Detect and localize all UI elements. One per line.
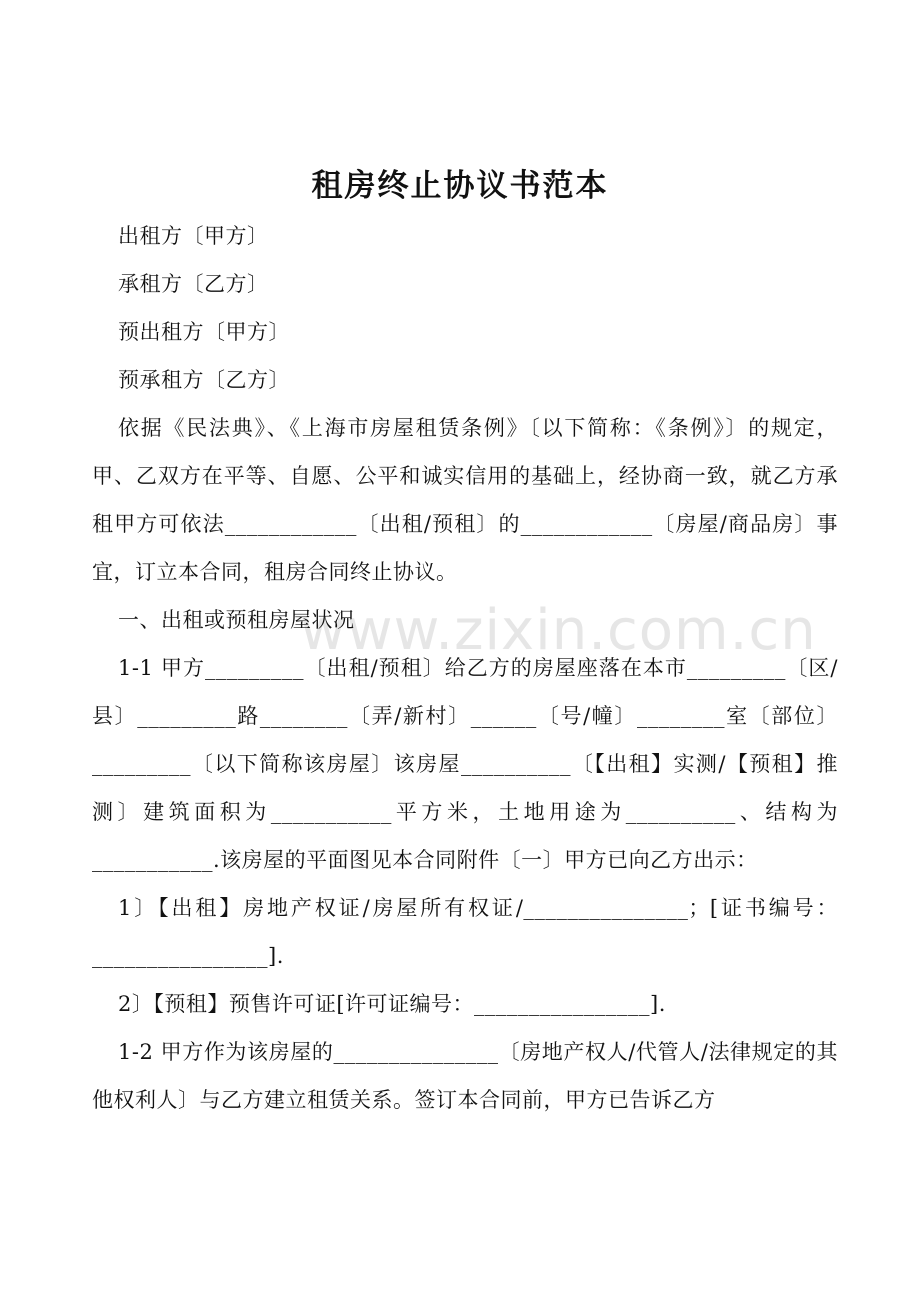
party-pre-lessor: 预出租方〔甲方〕 [118,320,290,344]
clause-1-2: 1-2 甲方作为该房屋的_______________〔房地产权人/代管人/法律规定的其他权利人〕与乙方建立租赁关系。签订本合同前，甲方已告诉乙方 [92,1040,838,1112]
preamble-paragraph: 依据《民法典》、《上海市房屋租赁条例》〔以下简称：《条例》〕的规定，甲、乙双方在平等、自愿、公平和诚实信用的基础上，经协商一致，就乙方承租甲方可依法____________〔出租/预租〕的____________〔房屋/商品房〕事宜，订立本合同，租房合同终止协议。 [92,416,838,584]
document-title: 租房终止协议书范本 [311,168,609,204]
document-body [92,212,838,1124]
section-heading-1: 一、出租或预租房屋状况 [118,608,355,632]
party-pre-lessee: 预承租方〔乙方〕 [118,368,290,392]
clause-1-1-item-2: 2〕【预租】预售许可证[许可证编号：________________]. [118,992,666,1016]
clause-1-1-item-1: 1〕【出租】房地产权证/房屋所有权证/_______________；[证书编号：________________]. [92,896,838,968]
party-lessor: 出租方〔甲方〕 [118,224,269,248]
party-lessee: 承租方〔乙方〕 [118,272,269,296]
watermark: www.zixin.com.cn [300,598,817,663]
clause-1-1: 1-1 甲方_________〔出租/预租〕给乙方的房屋座落在本市_________〔区/县〕_________路________〔弄/新村〕______〔号/幢〕________室〔部位〕_________〔以下简称该房屋〕该房屋__________〔【出租】实测/【预租】推测〕建筑面积为___________平方米，土地用途为__________、结构为___________.该房屋的平面图见本合同附件〔一〕甲方已向乙方出示： [92,656,838,872]
